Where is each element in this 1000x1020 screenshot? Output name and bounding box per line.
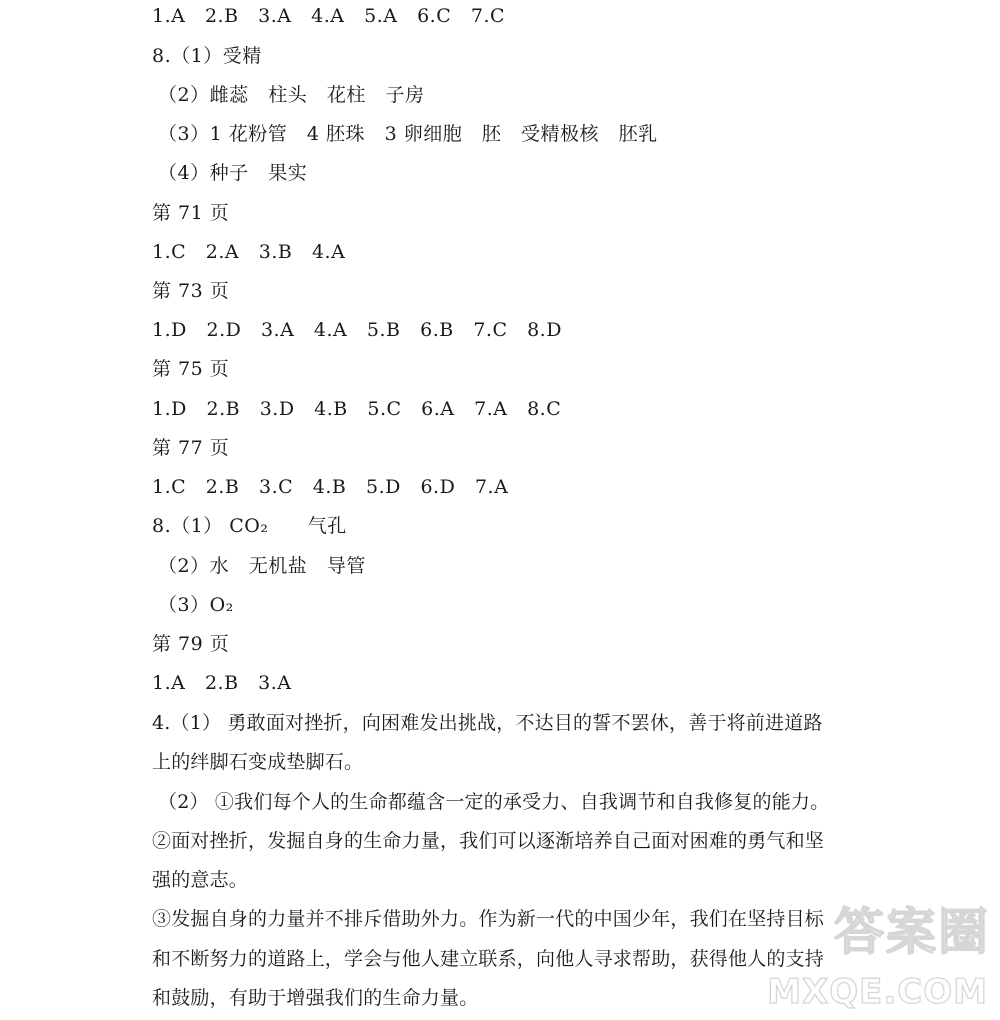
answer-line-page71-choices: 1.C 2.A 3.B 4.A — [152, 241, 346, 263]
answer-line-q8-3: （3）1 花粉管 4 胚珠 3 卵细胞 胚 受精极核 胚乳 — [158, 123, 658, 145]
answer-line-page79-q4-2b: ②面对挫折，发掘自身的生命力量，我们可以逐渐培养自己面对困难的勇气和坚 — [152, 830, 825, 852]
answer-line-page79-q4-2a: （2） ①我们每个人的生命都蕴含一定的承受力、自我调节和自我修复的能力。 — [158, 791, 830, 813]
answer-line-page75-choices: 1.D 2.B 3.D 4.B 5.C 6.A 7.A 8.C — [152, 398, 562, 420]
page-heading-77: 第 77 页 — [152, 437, 230, 459]
answer-line-page79-q4-1b: 上的绊脚石变成垫脚石。 — [152, 751, 364, 773]
answer-line-page77-q8-1: 8.（1） CO₂ 气孔 — [152, 515, 347, 537]
answer-line-page79-q4-3a: ③发掘自身的力量并不排斥借助外力。作为新一代的中国少年，我们在坚持目标 — [152, 908, 825, 930]
answer-line-page73-choices: 1.D 2.D 3.A 4.A 5.B 6.B 7.C 8.D — [152, 319, 562, 341]
answer-line-page77-choices: 1.C 2.B 3.C 4.B 5.D 6.D 7.A — [152, 476, 509, 498]
answer-line-q8-4: （4）种子 果实 — [158, 162, 308, 184]
answer-line-q8-2: （2）雌蕊 柱头 花柱 子房 — [158, 84, 425, 106]
answer-line-page79-q4-3c: 和鼓励，有助于增强我们的生命力量。 — [152, 987, 479, 1009]
answer-line-page79-q4-2c: 强的意志。 — [152, 869, 249, 891]
watermark-top-text: 答案圈 — [834, 903, 990, 961]
answer-line-page77-q8-3: （3）O₂ — [158, 594, 234, 616]
page-heading-75: 第 75 页 — [152, 358, 230, 380]
answer-line-page77-q8-2: （2）水 无机盐 导管 — [158, 555, 366, 577]
answer-line-q8-1: 8.（1）受精 — [152, 45, 262, 67]
answer-line-page79-q4-3b: 和不断努力的道路上，学会与他人建立联系，向他人寻求帮助，获得他人的支持 — [152, 948, 825, 970]
answer-line-page79-choices: 1.A 2.B 3.A — [152, 672, 292, 694]
answer-line-page69-choices: 1.A 2.B 3.A 4.A 5.A 6.C 7.C — [152, 5, 506, 27]
page-heading-71: 第 71 页 — [152, 202, 230, 224]
answer-line-page79-q4-1a: 4.（1） 勇敢面对挫折，向困难发出挑战，不达目的誓不罢休，善于将前进道路 — [152, 712, 823, 734]
page-heading-73: 第 73 页 — [152, 280, 230, 302]
page-heading-79: 第 79 页 — [152, 633, 230, 655]
watermark-logo — [767, 902, 990, 1012]
watermark-bottom-text: MXQE.COM — [767, 972, 988, 1012]
